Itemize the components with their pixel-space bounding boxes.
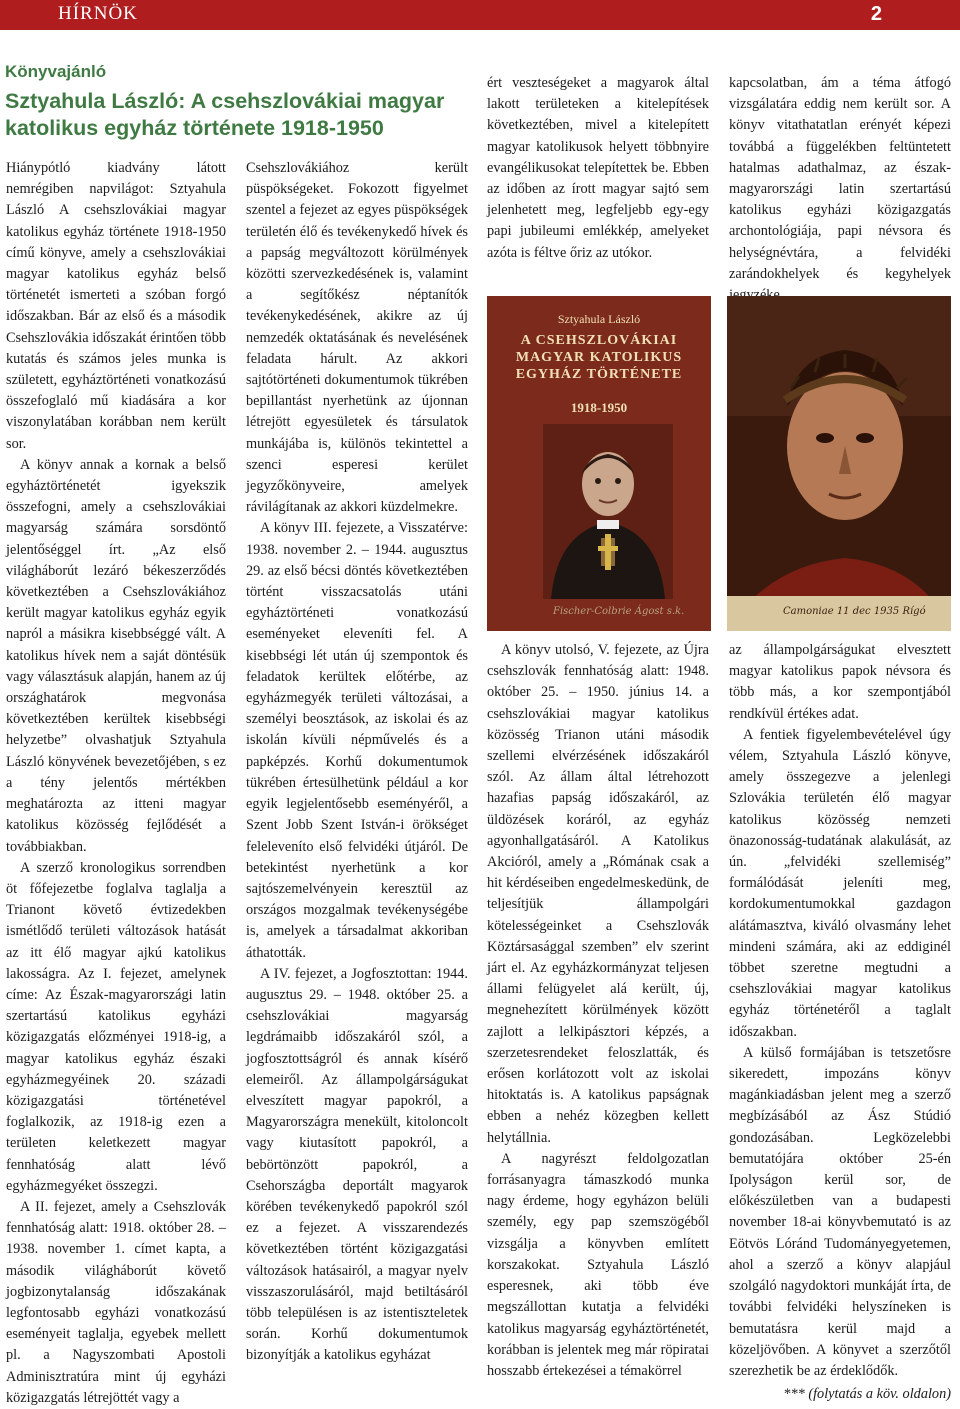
section-kicker: Könyvajánló [5,62,107,81]
publication-title: HÍRNÖK [58,3,138,24]
text-column-4 [729,73,951,285]
paragraph: kapcsolatban, ám a téma átfogó vizsgálatára eddig nem került sor. A könyv vitathatatlan erényét képezi továbbá a függelékben feltüntetett hatalmas adathalmaz, az észak-magyarországi latin szertartású katolikus egyházi közigazgatás archontológiája, papi névsora és helységnévtára, a felvidéki zarándokhelyek és kegyhelyek [729,75,951,282]
text-column-1 [6,158,226,1406]
text-column-5 [487,640,709,1379]
painting-signature: Camoniae 11 dec 1935 Rígó [783,606,926,617]
paragraph: Csehszlovákiához került püspökségeket. Fokozott figyelmet szentel a fejezet az egyes püspökségek területén élő és tevékenykedő hívek és a papság megváltozott körülmények közötti szervezkedésének is, valamint a segítőkész néptanítók tevékenykedésének, akikre az új nemzedék oktatásának és nevelésének feladata hárult. Az akkori sajtótörténeti dokumentumok tükrében bepillantást nyerhetünk az újonnan létrejött egyesületek és társulatok munkájába is, különös tekintettel a szenci esperesi kerület jegyzőkönyveire, amelyek rávilágítanak az akkori küzdelmekre. [246,160,468,516]
paragraph: A könyv utolsó, V. fejezete, az Újra csehszlovák fennhatóság alatt: 1948. október 25. – 1950. június 14. a csehszlovákiai magyar katolikus közösség Trianon utáni második szellemi elvérzésének időszakáról szól. Az állam által létrehozott hazafias papság időszakáról, az üldözések koráról, az egyház agyonhallgatásáról. A Katolikus Akcióról, amely a „Rómának csak a hit kérdéseiben engedelmeskedünk, de teljesítjük állampolgári kötelességeinket a Csehszlovák Köztársasággal szemben” elv szerint járt el. Az egyházkormányzat teljesen állami felügyelet alá került, új, megnehezített körülmények között zajlott a lelkipásztori képzés, a szerzetesrendeket feloszlatták, és erősen korlátozott volt az iskolai hitoktatás is. A katolikus papságnak ebben a nehéz közegben kellett helytállnia. [487,642,709,1146]
article-headline: Sztyahula László: A csehszlovákiai magyar katolikus egyház története 1918-1950 [5,89,445,140]
book-cover-author: Sztyahula László [557,312,641,326]
book-cover-title: A CSEHSZLOVÁKIAI MAGYAR KATOLIKUS EGYHÁZ TÖRTÉNETE [515,333,683,382]
paragraph: A szerző kronologikus sorrendben öt főfejezetbe foglalva taglalja a Trianont követő évtizedekben ismétlődő területi változások hatását az itt élő magyar ajkú katolikus lakosságra. Az I. fejezet, amelynek címe: Az Észak-magyarországi latin szertartású katolikus egyházi közigazgatás előzményei 1918-ig, a magyar katolikus egyház északi egyházmegyéinek 20. századi közigazgatási történetével foglalkozik, az 1918-ig ezen a területen keletkezett magyar fennhatóság alatt lévő egyházmegyéket összegzi. [6,859,226,1194]
paragraph: A II. fejezet, amely a Csehszlovák fennhatóság alatt: 1918. október 28. – 1938. november 1. címet kapta, a második világháborút követő jogbizonytalanság időszakának legfontosabb egyházi vonatkozású eseményeit taglalja, egyebek mellett pl. a Nagyszombati Apostoli Adminisztratúra mint új egyházi közigazgatás létrejöttét vagy a [6,1198,226,1406]
paragraph: az állampolgárságukat elvesztett magyar katolikus papok névsora és több más, a kor szempontjából rendkívül értékes adat. [729,642,951,722]
text-column-3 [487,73,709,285]
paragraph: A IV. fejezet, a Jogfosztottan: 1944. augusztus 29. – 1948. október 25. a csehszlovákiai magyarság legdrámaibb időszakáról szól, a jogfosztottságról és annak kísérő elemeiről. Az állampolgárságukat elveszített magyar papokról, a Magyarországra menekült, kitoloncolt vagy kiutasított papokról, a bebörtönzött papokról, a Csehországba deportált magyarok körében tevékenykedő papokról szól ez a fejezet. A visszarendezés következtében történt közigazgatási változások hatásairól, a magyar nyelv visszaszorulásáról, majd betiltásáról több településen is az istentiszteletek során. Korhű dokumentumok bizonyítják a katolikus egyházat [246,965,468,1364]
text-column-6 [729,640,951,1403]
book-cover-signature: Fischer-Colbrie Ágost s.k. [553,606,685,617]
header-bar [0,0,960,30]
portrait-photo-icon [543,424,673,599]
book-cover [487,296,711,631]
article-figure [487,296,951,631]
paragraph: Hiánypótló kiadvány látott nemrégiben napvilágot: Sztyahula László A csehszlovákiai magyar katolikus egyház története 1918-1950 című könyve, amely a csehszlovákiai magyar katolikus egyház belső történetét ismerteti a szóban forgó időszakban. Bár az első és a második Csehszlovákia időszakát érintően több kutatás és számos jeles munka is született, egyháztörténeti vonatkozású összefoglaló mű kiadására a kor viszonylatában korábban nem került sor. [6,160,226,452]
page-number: 2 [870,3,882,25]
continued-note: *** (folytatás a köv. oldalon) [783,1386,951,1403]
paragraph: A fentiek figyelembevételével úgy vélem, Sztyahula László könyve, amely összegezve a jelenlegi Szlovákia területén élő magyar katolikus közösség nemzeti önazonosság-tudatának alakulását, az ún. „felvidéki szellemiség” formálódását jeleníti meg, kordokumentumokkal gazdagon alátámasztva, kiváló olvasmány lehet mindeni számára, aki az eddiginél többet szeretne megtudni a csehszlovákiai magyar katolikus egyház történetéről a taglalt időszakban. [729,726,951,1040]
paragraph: A nagyrészt feldolgozatlan forrásanyagra támaszkodó munka nagy érdeme, hogy egyházon belüli személy, egy pap szemszögéből vizsgálja a könyvben említett korszakokat. Sztyahula László esperesnek, aki több éve megszállottan kutatja a felvidéki katolikus magyarság egyháztörténetét, korábban is jelentek meg már röpiratai hosszabb értekezései a témakörrel [487,1150,709,1379]
book-cover-years: 1918-1950 [570,400,628,415]
text-column-2 [246,158,468,1364]
crowned-christ-painting-icon [727,296,951,631]
paragraph: A könyv III. fejezete, a Visszatérve: 1938. november 2. – 1944. augusztus 29. az első bécsi döntés következtében történt visszacsatolás utáni egyháztörténeti vonatkozású eseményeket eleveníti fel. A kisebbségi lét után új szempontok és feladatok kerültek előtérbe, az egyházmegyék területi változásai, a személyi beosztások, az iskolai és az iskolán kívüli népművelés és a papképzés. Korhű dokumentumok tükrében értesülhetünk például a kor egyik legjelentősebb eseményéről, a Szent Jobb Szent István-i örökséget feleleveníto első felvidéki útjáról. De betekintést nyerhetünk a kor sajtószemelvényein keresztül az országos mozgalmak tevékenységébe is, amelyek a társadalmat akkoriban áthatották. [246,520,468,961]
painting-panel [727,296,951,631]
paragraph: A könyv annak a kornak a belső egyháztörténetét igyekszik összefogni, amely a csehszlovákiai magyarság számára sorsdöntő jelentőséggel írt. „Az első világháborút lezáró békeszerződés következtében a Csehszlovákiához került magyar katolikus egyház egyik napról a másikra kisebbséggé vált. A katolikus hívek nem a saját döntésük vagy választásuk alapján, hanem az új országhatárok megvonása következtében kerültek kisebbségi helyzetbe” olvashatjuk Sztyahula László könyvének bevezetőjében, s ez a tény jelentős mértékben meghatározta az itteni magyar katolikus közösség fejlődését a továbbiakban. [6,456,226,855]
paragraph: ért veszteségeket a magyarok által lakott területeken a kitelepítések következtében, mivel a kitelepített magyar katolikusok helyett többnyire evangélikusokat telepítettek be. Ebben az időben az írott magyar sajtó sem jelenhetett meg, legfeljebb egy-egy papi jubileumi emlékkép, amelyeket azóta is féltve őriz az utókor. [487,75,709,261]
paragraph: A külső formájában is tetszetősre sikeredett, impozáns könyv magánkiadásban jelent meg a szerző megbízásából az Ász Stúdió gondozásában. Legközelebbi bemutatójára október 25-én Ipolyságon kerül sor, de előkészületben van a budapesti november 18-ai könyvbemutató is az Eötvös Lóránd Tudományegyetemen, ahol a szerző a könyv alapjául szolgáló nagydoktori munkáját írta, de további felvidéki helyszíneken is bemutatásra kerül majd a közeljövőben. A könyvet a szerzőtől szerezhetik be az érdeklődők. [729,1044,951,1379]
